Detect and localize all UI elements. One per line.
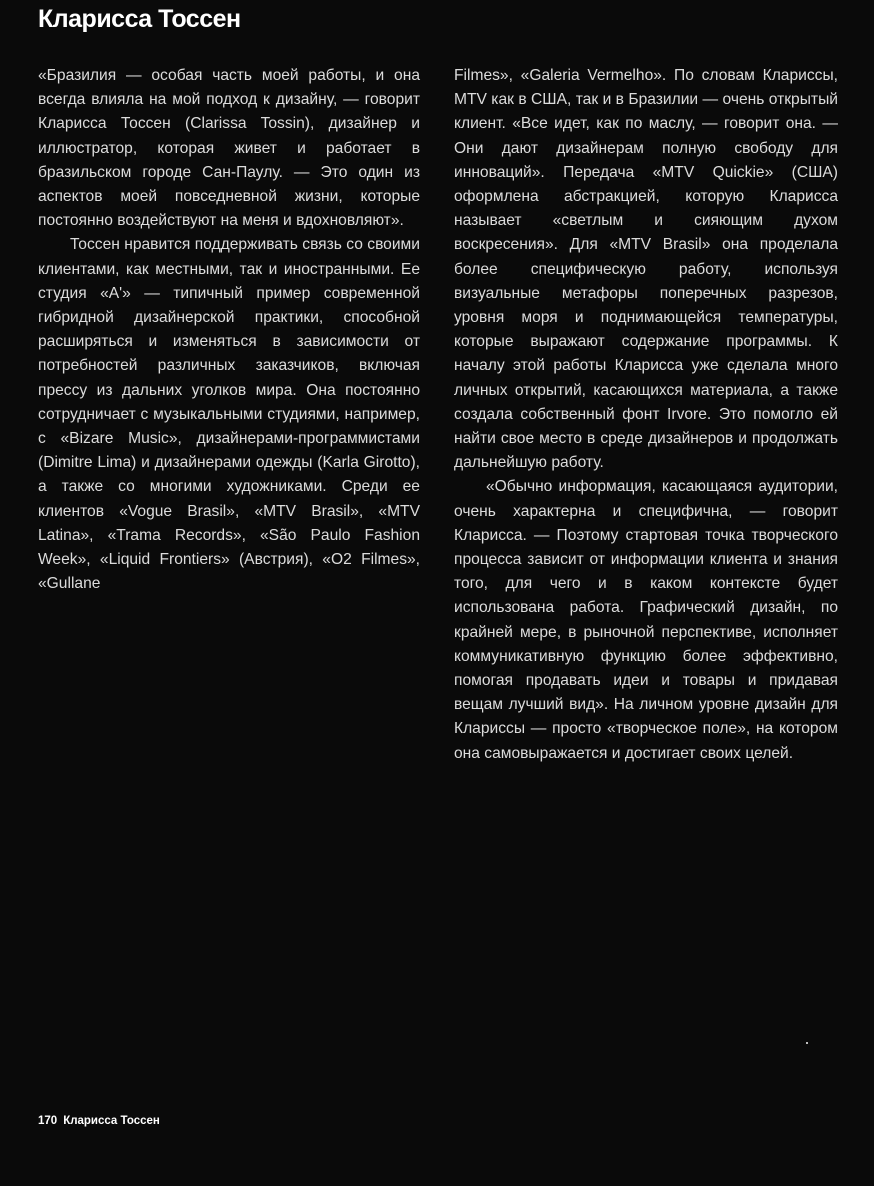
article-paragraph: «Бразилия — особая часть моей работы, и она всегда влияла на мой подход к дизайну, — говорит Кларисса Тоссен (Clarissa Tossin), дизайнер и иллюстратор, которая живет и работает в бразильском городе Сан-Паулу. — Это один из аспектов моей повседневной жизни, которые постоянно воздействуют на меня и вдохновляют». (38, 67, 420, 230)
page-footer (38, 1115, 160, 1127)
article-column-right (454, 64, 838, 766)
article-paragraph: Filmes», «Galeria Vermelho». По словам Клариссы, MTV как в США, так и в Бразилии — очень открытый клиент. «Все идет, как по маслу, — говорит она. — Они дают дизайнерам полную свободу для инноваций». Передача «MTV Quickie» (США) оформлена абстракцией, которую Кларисса называет «светлым и сияющим духом воскресения». Для «MTV Brasil» она проделала более специфическую работу, используя визуальные метафоры поперечных разрезов, уровня моря и поднимающейся температуры, которые выражают содержание программы. К началу этой работы Кларисса уже сделала много личных открытий, касающихся материала, а также создала собственный фонт Irvore. Это помогло ей найти свое место в среде дизайнеров и продолжать дальнейшую работу. (454, 67, 838, 472)
page-number: 170 (38, 1115, 58, 1127)
page-title: Кларисса Тоссен (38, 5, 241, 33)
article-paragraph: Тоссен нравится поддерживать связь со своими клиентами, как местными, так и иностранными. Ее студия «А'» — типичный пример современной гибридной дизайнерской практики, способной расширяться и изменяться в зависимости от потребностей различных заказчиков, включая прессу из дальних уголков мира. Она постоянно сотрудничает с музыкальными студиями, например, с «Bizare Music», дизайнерами-программистами (Dimitre Lima) и дизайнерами одежды (Karla Girotto), а также со многими художниками. Среди ее клиентов «Vogue Brasil», «MTV Brasil», «MTV Latina», «Trama Records», «São Paulo Fashion Week», «Liquid Frontiers» (Австрия), «O2 Filmes», «Gullane (38, 236, 420, 593)
print-speck (806, 1042, 808, 1044)
article-column-left (38, 64, 420, 596)
article-paragraph: «Обычно информация, касающаяся аудитории, очень характерна и специфична, — говорит Кларисса. — Поэтому стартовая точка творческого процесса зависит от информации клиента и знания того, для чего и в каком контексте будет использована работа. Графический дизайн, по крайней мере, в рыночной перспективе, исполняет коммуникативную функцию более эффективно, помогая продавать идеи и товары и придавая вещам лучший вид». На личном уровне дизайн для Клариссы — просто «творческое поле», на котором она самовыражается и достигает своих целей. (454, 478, 838, 762)
running-title: Кларисса Тоссен (63, 1115, 160, 1127)
